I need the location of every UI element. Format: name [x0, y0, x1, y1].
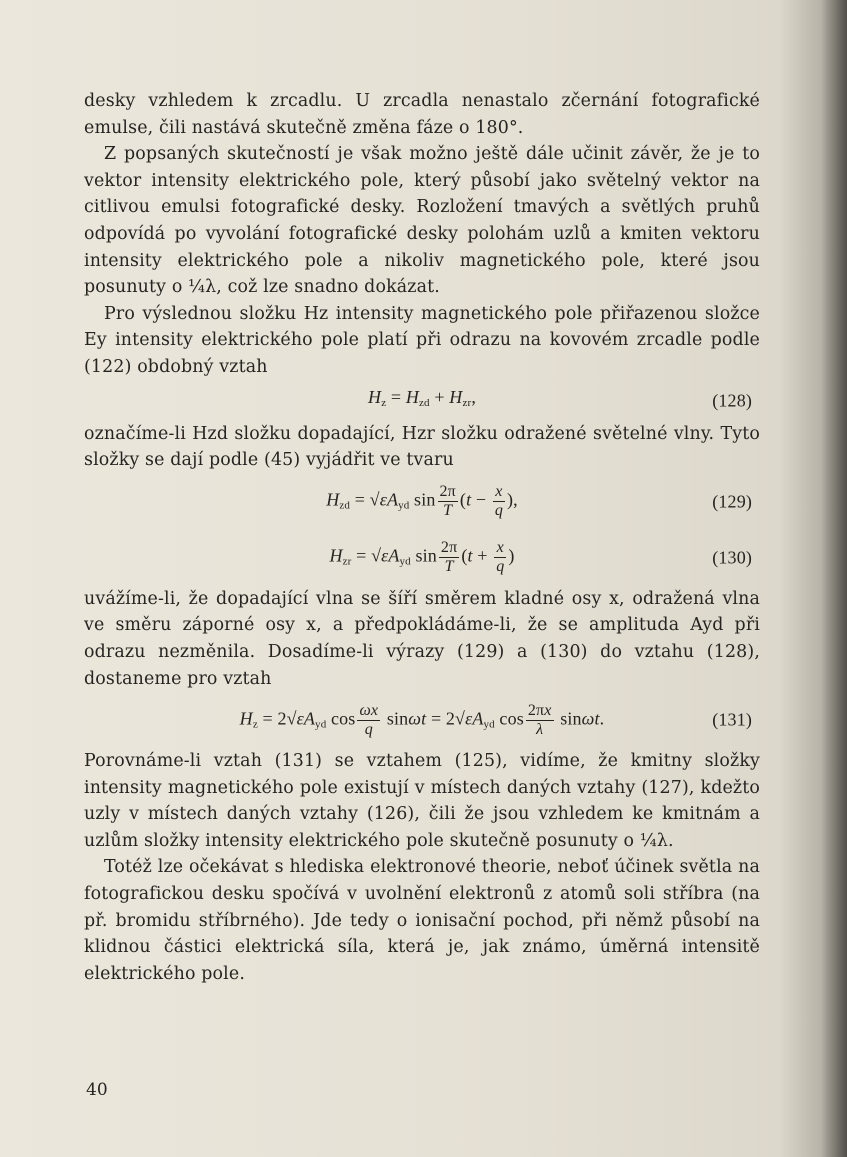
paragraph-2: Z popsaných skutečností je však možno ještě dále učinit závěr, že je to vektor intensity elektrického pole, který působí jako světelný vektor na citlivou emulsi fotografické desky. Rozložení tmavých a světlých pruhů odpovídá po vyvolání fotografické desky polohám uzlů a kmiten vektoru intensity elektrického pole a nikoliv magnetického pole, které jsou posunuty o ¼λ, což lze snadno dokázat.	[84, 144, 760, 298]
equation-128-number: (128)	[712, 390, 752, 411]
paragraph-3: Pro výslednou složku Hz intensity magnetického pole přiřazenou složce Ey intensity elektrického pole platí při odrazu na kovovém zrcadle podle (122) obdobný vztah	[84, 303, 760, 377]
equation-130-expression: $H_{zr} = √\varepsilon A_{yd}$ sin $\frac{2\pi}{T}$ (t + $\frac{x}{q}$ )	[329, 539, 515, 576]
page-number: 40	[86, 1080, 108, 1100]
paragraph-1: desky vzhledem k zrcadlu. U zrcadla nenastalo zčernání fotografické emulse, čili nastává skutečně změna fáze o 180°.	[84, 91, 760, 138]
equation-130-number: (130)	[712, 547, 752, 568]
paragraph-5: uvážíme-li, že dopadající vlna se šíří směrem kladné osy x, odražená vlna ve směru záporné osy x, a předpokládáme-li, že se amplituda Ayd při odrazu nezměnila. Dosadíme-li výrazy (129) a (130) do vztahu (128), dostaneme pro vztah	[84, 588, 760, 689]
equation-131-number: (131)	[712, 709, 752, 730]
paragraph-6: Porovnáme-li vztah (131) se vztahem (125), vidíme, že kmitny složky intensity magnetického pole existují v místech daných vztahy (127), kdežto uzly v místech daných vztahy (126), čili že jsou vzhledem ke kmitnám a uzlům složky intensity elektrického pole skutečně posunuty o ¼λ.	[84, 751, 760, 851]
book-spine-shadow	[821, 0, 847, 1157]
equation-131	[84, 692, 760, 748]
page-text	[84, 88, 760, 987]
equation-131-expression: $H_z = 2√\varepsilon A_{yd}$ cos $\frac{\omega x}{q}$ $\sin\omega t = 2√\varepsilon A_{yd}$ cos $\frac{2\pi x}{\lambda}$ sinωt.	[239, 701, 605, 738]
equation-129	[84, 474, 760, 530]
equation-128-expression: $H_z = H_{zd} + H_{zr}$,	[368, 387, 476, 410]
equation-130	[84, 530, 760, 586]
equation-129-number: (129)	[712, 491, 752, 512]
paragraph-7: Totéž lze očekávat s hlediska elektronové theorie, neboť účinek světla na fotografickou desku spočívá v uvolnění elektronů z atomů soli stříbra (na př. bromidu stříbrného). Jde tedy o ionisační pochod, při němž působí na klidnou částici elektrická síla, která je, jak známo, úměrná intensitě elektrického pole.	[84, 857, 760, 984]
equation-129-expression: $H_{zd} = √\varepsilon A_{yd}$ sin $\frac{2\pi}{T}$ (t − $\frac{x}{q}$ ),	[326, 483, 518, 520]
paragraph-4: označíme-li Hzd složku dopadající, Hzr složku odražené světelné vlny. Tyto složky se dají podle (45) vyjádřit ve tvaru	[84, 423, 760, 471]
equation-128	[84, 381, 760, 421]
